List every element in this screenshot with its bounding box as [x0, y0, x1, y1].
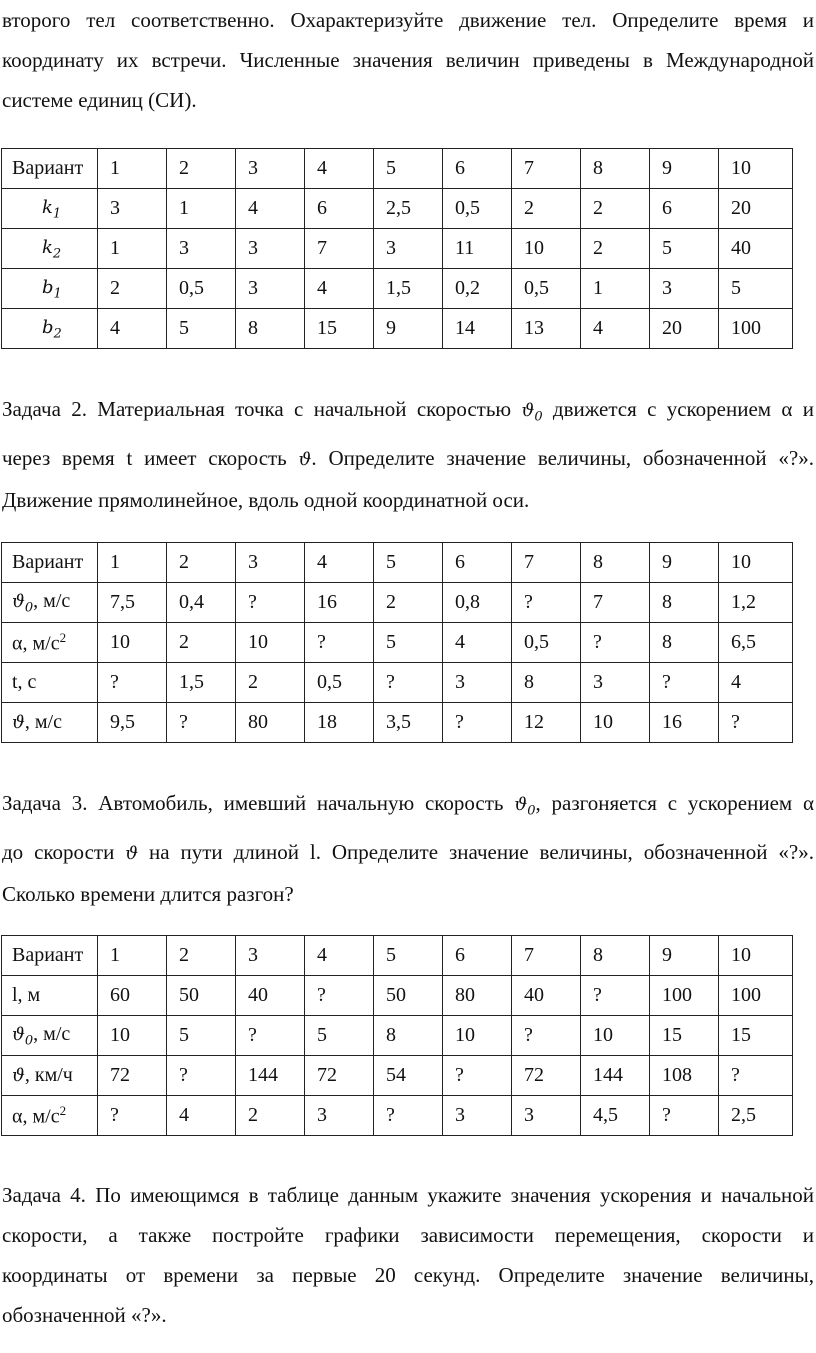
- math-symbol: [299, 449, 312, 470]
- value-cell: ?: [305, 623, 374, 663]
- row-unit-label: , м/с: [33, 1022, 71, 1045]
- table-row: [2, 976, 793, 1016]
- text-fragment: Задача 2. Материальная точка с начальной скоростью: [2, 397, 522, 421]
- row-unit-label: , км/ч: [24, 1064, 73, 1086]
- value-cell: 10: [512, 229, 581, 269]
- value-cell: ?: [305, 976, 374, 1016]
- unit-superscript: 2: [59, 629, 67, 645]
- symbol-glyph: ϑ: [12, 1023, 25, 1045]
- value-cell: 2: [167, 623, 236, 663]
- value-cell: 4: [581, 309, 650, 349]
- value-cell: 9,5: [98, 703, 167, 743]
- header-cell-number: 5: [374, 543, 443, 583]
- row-unit-label: , м/с: [33, 589, 71, 612]
- math-symbol: [42, 276, 62, 302]
- value-cell: ?: [512, 1016, 581, 1056]
- value-cell: 7: [305, 229, 374, 269]
- header-cell-number: 5: [374, 936, 443, 976]
- value-cell: 5: [167, 1016, 236, 1056]
- value-cell: ?: [98, 663, 167, 703]
- symbol-glyph: ϑ: [521, 400, 535, 421]
- value-cell: 100: [719, 976, 793, 1016]
- header-cell-number: 3: [236, 936, 305, 976]
- text-line: скорости, а также постройте графики зависимости перемещения, скорости и: [2, 1223, 814, 1247]
- value-cell: 0,5: [512, 623, 581, 663]
- header-cell-number: 6: [443, 149, 512, 189]
- value-cell: 0,8: [443, 583, 512, 623]
- value-cell: 2: [581, 229, 650, 269]
- math-symbol: [12, 1023, 34, 1049]
- value-cell: ?: [98, 1096, 167, 1136]
- symbol-glyph: b: [42, 316, 54, 338]
- value-cell: 12: [512, 703, 581, 743]
- value-cell: 3,5: [374, 703, 443, 743]
- value-cell: 16: [305, 583, 374, 623]
- value-cell: 4: [305, 269, 374, 309]
- math-symbol: [12, 712, 25, 733]
- value-cell: 20: [719, 189, 793, 229]
- value-cell: 10: [98, 623, 167, 663]
- math-symbol: [521, 400, 543, 425]
- value-cell: 2: [581, 189, 650, 229]
- text-fragment: Сколько времени длится разгон?: [2, 881, 294, 906]
- math-symbol: [125, 843, 138, 864]
- header-cell-number: 10: [719, 936, 793, 976]
- value-cell: 8: [512, 663, 581, 703]
- row-label-cell: [2, 703, 98, 743]
- value-cell: 5: [374, 623, 443, 663]
- row-label-cell: [2, 309, 98, 349]
- value-cell: 3: [512, 1096, 581, 1136]
- value-cell: 4: [236, 189, 305, 229]
- header-cell-number: 9: [650, 543, 719, 583]
- header-cell-number: 6: [443, 936, 512, 976]
- value-cell: 2: [236, 1096, 305, 1136]
- value-cell: ?: [650, 1096, 719, 1136]
- value-cell: 10: [98, 1016, 167, 1056]
- value-cell: 15: [305, 309, 374, 349]
- value-cell: 3: [443, 663, 512, 703]
- value-cell: 0,4: [167, 583, 236, 623]
- value-cell: ?: [512, 583, 581, 623]
- header-cell-number: 4: [305, 149, 374, 189]
- row-label-cell: [2, 189, 98, 229]
- header-cell-number: 8: [581, 543, 650, 583]
- math-symbol: [514, 794, 536, 819]
- table-row: [2, 309, 793, 349]
- header-cell-number: 2: [167, 149, 236, 189]
- header-cell-variant: Вариант: [2, 149, 98, 189]
- header-cell-number: 7: [512, 936, 581, 976]
- math-symbol: [12, 590, 34, 616]
- header-cell-number: 9: [650, 149, 719, 189]
- value-cell: 8: [650, 583, 719, 623]
- value-cell: 2: [98, 269, 167, 309]
- value-cell: 50: [167, 976, 236, 1016]
- value-cell: 1,5: [374, 269, 443, 309]
- variants-table-1: [1, 148, 793, 349]
- value-cell: 4: [443, 623, 512, 663]
- header-cell-number: 1: [98, 936, 167, 976]
- value-cell: 16: [650, 703, 719, 743]
- text-fragment: через время t имеет скорость: [2, 445, 299, 470]
- row-label-cell: [2, 663, 98, 703]
- row-label-cell: [2, 269, 98, 309]
- header-cell-number: 2: [167, 543, 236, 583]
- header-cell-number: 1: [98, 149, 167, 189]
- table-row: [2, 1016, 793, 1056]
- table-row: [2, 1056, 793, 1096]
- symbol-glyph: k: [42, 196, 53, 218]
- row-label-cell: [2, 1016, 98, 1056]
- text-line: системе единиц (СИ).: [2, 88, 197, 112]
- row-label-cell: [2, 1056, 98, 1096]
- variants-table-2: [1, 542, 793, 743]
- value-cell: 100: [719, 309, 793, 349]
- value-cell: 6,5: [719, 623, 793, 663]
- value-cell: 11: [443, 229, 512, 269]
- value-cell: ?: [236, 583, 305, 623]
- value-cell: ?: [236, 1016, 305, 1056]
- value-cell: ?: [650, 663, 719, 703]
- text-fragment: на пути длиной l. Определите значение величины, обозначенной «?».: [138, 839, 814, 864]
- table-row: [2, 269, 793, 309]
- symbol-glyph: ϑ: [125, 842, 139, 864]
- task-4-paragraph: [2, 1175, 814, 1335]
- value-cell: 6: [305, 189, 374, 229]
- value-cell: 3: [443, 1096, 512, 1136]
- header-cell-number: 10: [719, 543, 793, 583]
- value-cell: ?: [374, 1096, 443, 1136]
- value-cell: 72: [305, 1056, 374, 1096]
- text-fragment: до скорости: [2, 839, 126, 864]
- value-cell: 15: [719, 1016, 793, 1056]
- symbol-subscript: 0: [24, 1033, 34, 1049]
- value-cell: 3: [236, 269, 305, 309]
- value-cell: 80: [236, 703, 305, 743]
- value-cell: 18: [305, 703, 374, 743]
- value-cell: 6: [650, 189, 719, 229]
- header-cell-number: 5: [374, 149, 443, 189]
- value-cell: 3: [98, 189, 167, 229]
- value-cell: 0,5: [443, 189, 512, 229]
- value-cell: 10: [581, 1016, 650, 1056]
- value-cell: 2: [512, 189, 581, 229]
- value-cell: ?: [167, 703, 236, 743]
- row-unit-label: t, с: [12, 671, 37, 693]
- value-cell: 3: [581, 663, 650, 703]
- symbol-glyph: ϑ: [12, 712, 25, 733]
- value-cell: 2: [374, 583, 443, 623]
- row-label-cell: [2, 583, 98, 623]
- text-line: координату их встречи. Численные значения величин приведены в Международной: [2, 48, 814, 72]
- text-fragment: Задача 3. Автомобиль, имевший начальную скорость: [2, 791, 515, 815]
- value-cell: ?: [581, 976, 650, 1016]
- text-line: второго тел соответственно. Охарактеризуйте движение тел. Определите время и: [2, 8, 814, 32]
- value-cell: ?: [719, 1056, 793, 1096]
- header-cell-number: 10: [719, 149, 793, 189]
- value-cell: 2,5: [374, 189, 443, 229]
- text-fragment: Движение прямолинейное, вдоль одной координатной оси.: [2, 487, 530, 512]
- value-cell: 0,2: [443, 269, 512, 309]
- row-label-cell: [2, 1096, 98, 1136]
- value-cell: 0,5: [305, 663, 374, 703]
- table-row: [2, 623, 793, 663]
- value-cell: 2: [236, 663, 305, 703]
- text-line: [2, 874, 814, 914]
- value-cell: ?: [581, 623, 650, 663]
- row-unit-label: l, м: [12, 984, 41, 1006]
- value-cell: ?: [374, 663, 443, 703]
- header-cell-number: 3: [236, 149, 305, 189]
- value-cell: 14: [443, 309, 512, 349]
- symbol-subscript: 0: [527, 803, 536, 819]
- value-cell: 3: [374, 229, 443, 269]
- value-cell: 54: [374, 1056, 443, 1096]
- value-cell: ?: [719, 703, 793, 743]
- value-cell: 8: [374, 1016, 443, 1056]
- math-symbol: [42, 196, 62, 222]
- value-cell: 1: [167, 189, 236, 229]
- value-cell: 8: [236, 309, 305, 349]
- text-fragment: движется с ускорением α и: [542, 397, 814, 421]
- header-row: [2, 149, 793, 189]
- value-cell: 15: [650, 1016, 719, 1056]
- header-cell-number: 3: [236, 543, 305, 583]
- header-cell-number: 1: [98, 543, 167, 583]
- header-cell-variant: Вариант: [2, 936, 98, 976]
- value-cell: 5: [305, 1016, 374, 1056]
- value-cell: 40: [236, 976, 305, 1016]
- value-cell: 10: [581, 703, 650, 743]
- value-cell: 8: [650, 623, 719, 663]
- symbol-glyph: b: [42, 276, 54, 298]
- text-line: [2, 389, 814, 438]
- value-cell: ?: [443, 703, 512, 743]
- value-cell: 0,5: [167, 269, 236, 309]
- text-fragment: . Определите значение величины, обозначенной «?».: [311, 445, 814, 470]
- value-cell: 60: [98, 976, 167, 1016]
- value-cell: 13: [512, 309, 581, 349]
- value-cell: 20: [650, 309, 719, 349]
- header-row: [2, 543, 793, 583]
- value-cell: 5: [719, 269, 793, 309]
- value-cell: 40: [719, 229, 793, 269]
- header-cell-number: 4: [305, 543, 374, 583]
- value-cell: 3: [305, 1096, 374, 1136]
- row-label-cell: [2, 976, 98, 1016]
- text-line: [2, 480, 814, 520]
- symbol-glyph: ϑ: [12, 1065, 25, 1086]
- value-cell: 0,5: [512, 269, 581, 309]
- value-cell: 10: [443, 1016, 512, 1056]
- value-cell: 9: [374, 309, 443, 349]
- text-fragment: , разгоняется с ускорением α: [535, 791, 815, 815]
- symbol-glyph: ϑ: [514, 794, 528, 815]
- value-cell: 144: [236, 1056, 305, 1096]
- text-line: [2, 438, 814, 480]
- value-cell: 4,5: [581, 1096, 650, 1136]
- value-cell: 4: [167, 1096, 236, 1136]
- row-unit-label: α, м/с: [12, 1105, 60, 1128]
- header-cell-number: 7: [512, 543, 581, 583]
- symbol-subscript: 1: [52, 206, 62, 222]
- value-cell: 10: [236, 623, 305, 663]
- value-cell: 4: [98, 309, 167, 349]
- value-cell: 100: [650, 976, 719, 1016]
- value-cell: 3: [167, 229, 236, 269]
- symbol-subscript: 2: [53, 326, 62, 342]
- row-label-cell: [2, 229, 98, 269]
- text-line: [2, 832, 814, 874]
- value-cell: 7: [581, 583, 650, 623]
- symbol-subscript: 2: [52, 246, 62, 262]
- header-cell-number: 9: [650, 936, 719, 976]
- value-cell: 40: [512, 976, 581, 1016]
- value-cell: 72: [98, 1056, 167, 1096]
- header-cell-number: 2: [167, 936, 236, 976]
- symbol-subscript: 0: [534, 409, 543, 425]
- table-row: [2, 663, 793, 703]
- value-cell: 3: [650, 269, 719, 309]
- text-line: Задача 4. По имеющимся в таблице данным укажите значения ускорения и начальной: [2, 1183, 814, 1207]
- value-cell: 1,5: [167, 663, 236, 703]
- row-unit-label: , м/с: [24, 711, 62, 733]
- task-3-paragraph: [2, 783, 814, 914]
- symbol-glyph: ϑ: [298, 448, 312, 470]
- table-row: [2, 583, 793, 623]
- symbol-glyph: ϑ: [12, 590, 25, 612]
- row-unit-label: α, м/с: [12, 632, 60, 655]
- value-cell: 72: [512, 1056, 581, 1096]
- value-cell: 5: [650, 229, 719, 269]
- value-cell: 144: [581, 1056, 650, 1096]
- unit-superscript: 2: [59, 1102, 67, 1118]
- intro-paragraph: [2, 0, 814, 120]
- symbol-subscript: 0: [24, 600, 34, 616]
- task-2-paragraph: [2, 389, 814, 520]
- row-label-cell: [2, 623, 98, 663]
- header-cell-variant: Вариант: [2, 543, 98, 583]
- text-line: [2, 783, 814, 832]
- value-cell: 1,2: [719, 583, 793, 623]
- math-symbol: [42, 316, 62, 342]
- math-symbol: [12, 1065, 25, 1086]
- value-cell: ?: [167, 1056, 236, 1096]
- value-cell: 5: [167, 309, 236, 349]
- value-cell: 2,5: [719, 1096, 793, 1136]
- header-row: [2, 936, 793, 976]
- header-cell-number: 8: [581, 936, 650, 976]
- value-cell: 80: [443, 976, 512, 1016]
- text-line: координаты от времени за первые 20 секунд. Определите значение величины,: [2, 1263, 814, 1287]
- value-cell: 4: [719, 663, 793, 703]
- math-symbol: [42, 236, 62, 262]
- table-row: [2, 703, 793, 743]
- table-row: [2, 1096, 793, 1136]
- symbol-subscript: 1: [53, 286, 62, 302]
- header-cell-number: 8: [581, 149, 650, 189]
- value-cell: 50: [374, 976, 443, 1016]
- variants-table-3: [1, 935, 793, 1136]
- table-row: [2, 189, 793, 229]
- value-cell: 7,5: [98, 583, 167, 623]
- value-cell: ?: [443, 1056, 512, 1096]
- text-line: обозначенной «?».: [2, 1303, 167, 1327]
- header-cell-number: 4: [305, 936, 374, 976]
- table-row: [2, 229, 793, 269]
- value-cell: 108: [650, 1056, 719, 1096]
- value-cell: 1: [98, 229, 167, 269]
- symbol-glyph: k: [42, 236, 53, 258]
- value-cell: 3: [236, 229, 305, 269]
- header-cell-number: 6: [443, 543, 512, 583]
- value-cell: 1: [581, 269, 650, 309]
- header-cell-number: 7: [512, 149, 581, 189]
